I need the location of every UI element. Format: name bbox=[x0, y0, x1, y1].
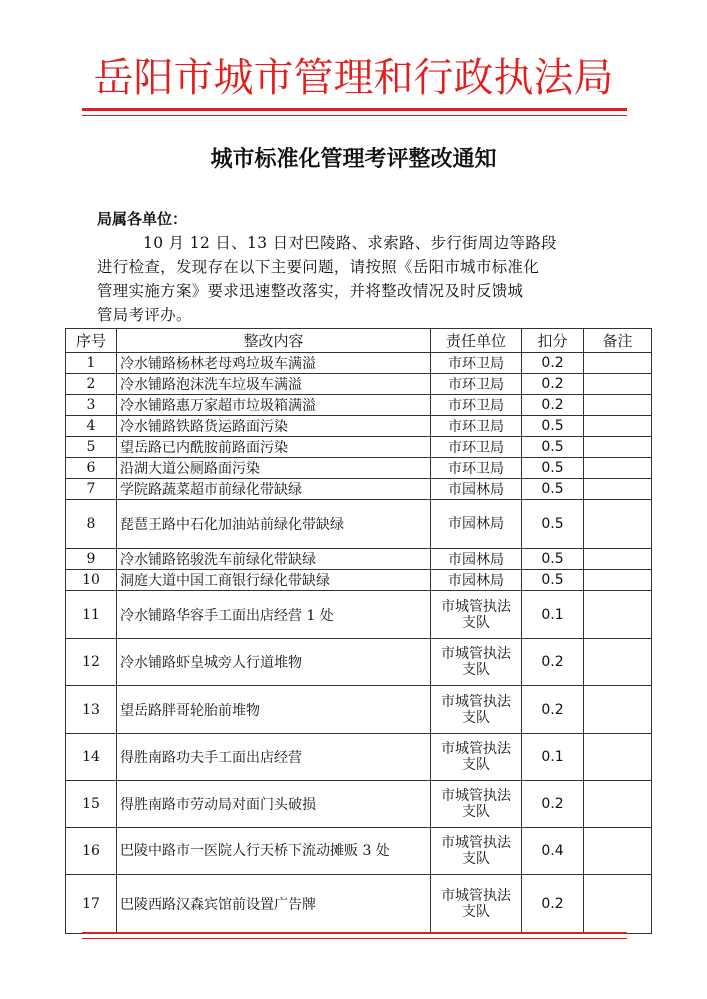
row-content: 冷水铺路华容手工面出店经营 1 处 bbox=[117, 591, 431, 639]
row-number: 14 bbox=[66, 734, 117, 781]
table-row bbox=[66, 458, 652, 479]
row-remark bbox=[584, 734, 652, 781]
row-content: 望岳路胖哥轮胎前堆物 bbox=[117, 686, 431, 734]
row-score: 0.5 bbox=[522, 570, 584, 591]
table-row bbox=[66, 500, 652, 549]
row-score: 0.1 bbox=[522, 591, 584, 639]
row-score: 0.2 bbox=[522, 875, 584, 934]
row-score: 0.1 bbox=[522, 734, 584, 781]
header-remark: 备注 bbox=[584, 329, 652, 353]
row-number: 15 bbox=[66, 781, 117, 828]
table-row bbox=[66, 549, 652, 570]
row-score: 0.2 bbox=[522, 639, 584, 686]
row-score: 0.2 bbox=[522, 374, 584, 395]
row-unit: 市城管执法支队 bbox=[431, 591, 522, 639]
row-score: 0.4 bbox=[522, 828, 584, 875]
table-row bbox=[66, 734, 652, 781]
table-row bbox=[66, 416, 652, 437]
header-unit: 责任单位 bbox=[431, 329, 522, 353]
row-remark bbox=[584, 828, 652, 875]
row-score: 0.5 bbox=[522, 416, 584, 437]
row-number: 6 bbox=[66, 458, 117, 479]
row-unit: 市城管执法支队 bbox=[431, 639, 522, 686]
row-content: 望岳路已内酰胺前路面污染 bbox=[117, 437, 431, 458]
row-score: 0.2 bbox=[522, 395, 584, 416]
header-content: 整改内容 bbox=[117, 329, 431, 353]
body-line-4: 管局考评办。 bbox=[97, 306, 192, 324]
table-row bbox=[66, 828, 652, 875]
row-unit: 市城管执法支队 bbox=[431, 686, 522, 734]
row-remark bbox=[584, 395, 652, 416]
row-remark bbox=[584, 500, 652, 549]
row-unit: 市城管执法支队 bbox=[431, 875, 522, 934]
row-score: 0.5 bbox=[522, 437, 584, 458]
row-unit: 市园林局 bbox=[431, 570, 522, 591]
row-content: 洞庭大道中国工商银行绿化带缺绿 bbox=[117, 570, 431, 591]
row-score: 0.2 bbox=[522, 686, 584, 734]
row-unit: 市环卫局 bbox=[431, 437, 522, 458]
row-number: 10 bbox=[66, 570, 117, 591]
header-rule-thin bbox=[82, 115, 627, 116]
row-content: 学院路蔬菜超市前绿化带缺绿 bbox=[117, 479, 431, 500]
footer-rule-thin bbox=[82, 938, 627, 939]
row-remark bbox=[584, 570, 652, 591]
row-remark bbox=[584, 353, 652, 374]
row-number: 9 bbox=[66, 549, 117, 570]
row-remark bbox=[584, 416, 652, 437]
header-rule-thick bbox=[82, 108, 627, 111]
organization-title: 岳阳市城市管理和行政执法局 bbox=[93, 55, 614, 101]
row-remark bbox=[584, 479, 652, 500]
row-unit: 市环卫局 bbox=[431, 416, 522, 437]
table-row bbox=[66, 374, 652, 395]
row-remark bbox=[584, 374, 652, 395]
row-remark bbox=[584, 458, 652, 479]
row-remark bbox=[584, 875, 652, 934]
row-unit: 市园林局 bbox=[431, 479, 522, 500]
table-row bbox=[66, 479, 652, 500]
row-unit: 市环卫局 bbox=[431, 395, 522, 416]
row-score: 0.2 bbox=[522, 353, 584, 374]
row-unit: 市环卫局 bbox=[431, 458, 522, 479]
body-line-1: 10 月 12 日、13 日对巴陵路、求索路、步行街周边等路段 bbox=[143, 234, 557, 252]
row-content: 巴陵西路汉森宾馆前设置广告牌 bbox=[117, 875, 431, 934]
row-content: 冷水铺路泡沫洗车垃圾车满溢 bbox=[117, 374, 431, 395]
row-content: 冷水铺路惠万家超市垃圾箱满溢 bbox=[117, 395, 431, 416]
row-number: 17 bbox=[66, 875, 117, 934]
table-header-row bbox=[66, 329, 652, 353]
row-remark bbox=[584, 639, 652, 686]
row-content: 冷水铺路杨林老母鸡垃圾车满溢 bbox=[117, 353, 431, 374]
row-content: 得胜南路功夫手工面出店经营 bbox=[117, 734, 431, 781]
row-number: 13 bbox=[66, 686, 117, 734]
row-score: 0.5 bbox=[522, 479, 584, 500]
header-score: 扣分 bbox=[522, 329, 584, 353]
row-remark bbox=[584, 549, 652, 570]
salutation: 局属各单位： bbox=[97, 210, 188, 228]
row-number: 4 bbox=[66, 416, 117, 437]
row-unit: 市环卫局 bbox=[431, 353, 522, 374]
rectification-table bbox=[65, 328, 652, 934]
row-number: 12 bbox=[66, 639, 117, 686]
row-content: 琵琶王路中石化加油站前绿化带缺绿 bbox=[117, 500, 431, 549]
table-row bbox=[66, 781, 652, 828]
row-score: 0.5 bbox=[522, 549, 584, 570]
row-number: 3 bbox=[66, 395, 117, 416]
row-remark bbox=[584, 437, 652, 458]
row-remark bbox=[584, 686, 652, 734]
row-score: 0.5 bbox=[522, 458, 584, 479]
row-score: 0.2 bbox=[522, 781, 584, 828]
row-number: 5 bbox=[66, 437, 117, 458]
row-unit: 市城管执法支队 bbox=[431, 781, 522, 828]
row-content: 冷水铺路铁路货运路面污染 bbox=[117, 416, 431, 437]
row-unit: 市园林局 bbox=[431, 500, 522, 549]
row-content: 巴陵中路市一医院人行天桥下流动摊贩 3 处 bbox=[117, 828, 431, 875]
row-number: 11 bbox=[66, 591, 117, 639]
table-row bbox=[66, 686, 652, 734]
table-row bbox=[66, 875, 652, 934]
row-content: 得胜南路市劳动局对面门头破损 bbox=[117, 781, 431, 828]
row-remark bbox=[584, 591, 652, 639]
row-unit: 市城管执法支队 bbox=[431, 828, 522, 875]
row-number: 2 bbox=[66, 374, 117, 395]
row-score: 0.5 bbox=[522, 500, 584, 549]
table-row bbox=[66, 437, 652, 458]
table-row bbox=[66, 591, 652, 639]
body-line-3: 管理实施方案》要求迅速整改落实，并将整改情况及时反馈城 bbox=[97, 282, 524, 300]
table-row bbox=[66, 639, 652, 686]
row-content: 冷水铺路虾皇城旁人行道堆物 bbox=[117, 639, 431, 686]
footer-rule-thick bbox=[82, 932, 627, 934]
row-unit: 市城管执法支队 bbox=[431, 734, 522, 781]
table-row bbox=[66, 395, 652, 416]
row-number: 1 bbox=[66, 353, 117, 374]
row-content: 冷水铺路铭骏洗车前绿化带缺绿 bbox=[117, 549, 431, 570]
table-row bbox=[66, 353, 652, 374]
row-number: 8 bbox=[66, 500, 117, 549]
body-line-2: 进行检查，发现存在以下主要问题，请按照《岳阳市城市标准化 bbox=[97, 258, 540, 276]
row-remark bbox=[584, 781, 652, 828]
table-row bbox=[66, 570, 652, 591]
row-number: 16 bbox=[66, 828, 117, 875]
row-unit: 市环卫局 bbox=[431, 374, 522, 395]
row-unit: 市园林局 bbox=[431, 549, 522, 570]
table-body bbox=[66, 353, 652, 934]
row-number: 7 bbox=[66, 479, 117, 500]
row-content: 沿湖大道公厕路面污染 bbox=[117, 458, 431, 479]
header-no: 序号 bbox=[66, 329, 117, 353]
notice-title: 城市标准化管理考评整改通知 bbox=[210, 147, 497, 172]
